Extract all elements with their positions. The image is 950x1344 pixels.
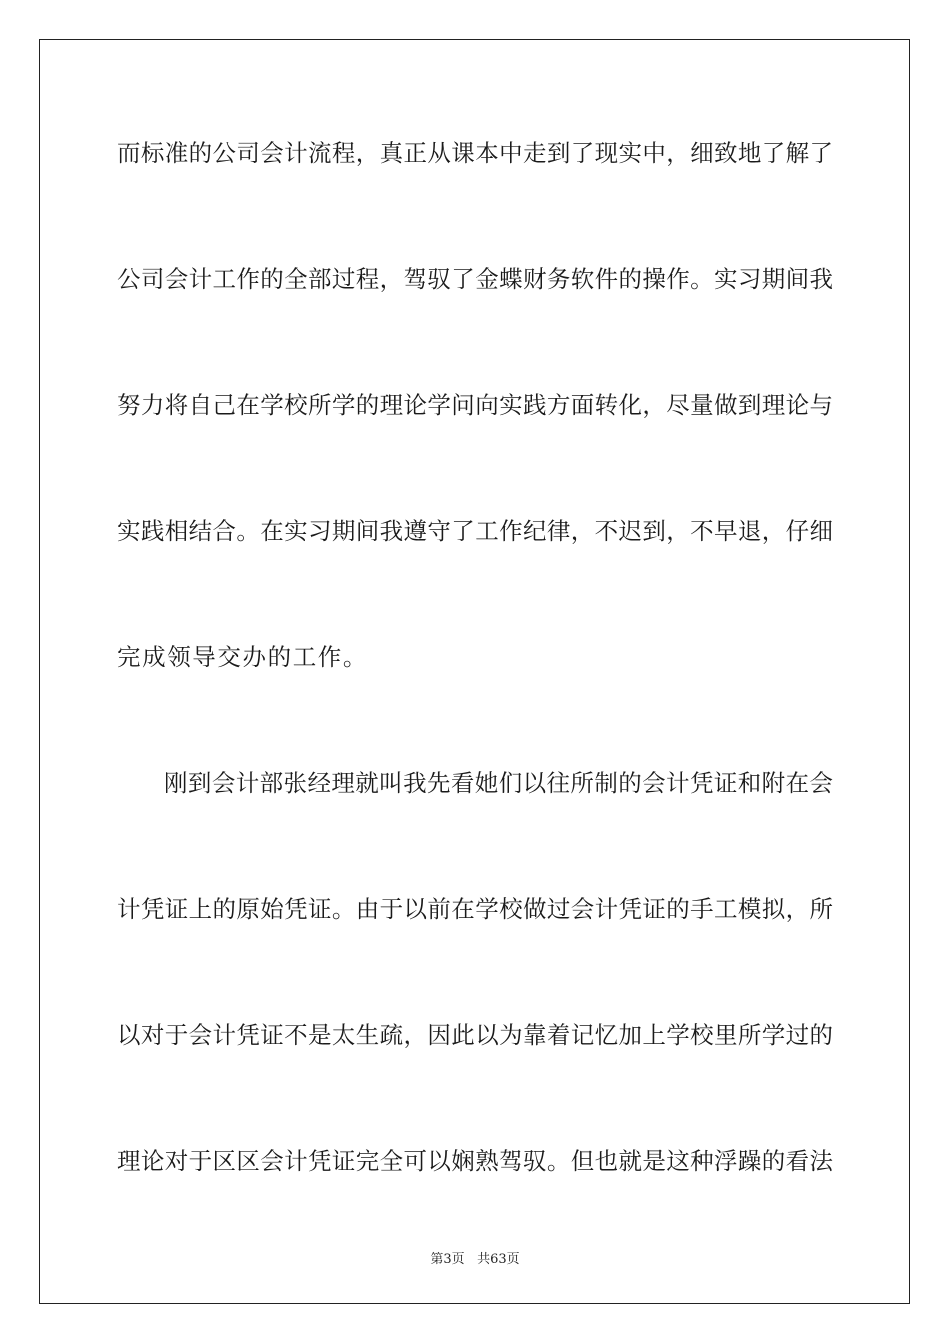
text-line: 公司会计工作的全部过程，驾驭了金蝶财务软件的操作。实习期间我 — [117, 265, 833, 293]
text-line: 努力将自己在学校所学的理论学问向实践方面转化，尽量做到理论与 — [117, 391, 833, 419]
text-line: 而标准的公司会计流程，真正从课本中走到了现实中，细致地了解了 — [117, 139, 833, 167]
document-body — [117, 115, 833, 1249]
text-line: 以对于会计凭证不是太生疏，因此以为靠着记忆加上学校里所学过的 — [117, 1021, 833, 1049]
page-footer — [0, 1248, 950, 1267]
text-line: 实践相结合。在实习期间我遵守了工作纪律，不迟到，不早退，仔细 — [117, 517, 833, 545]
page-number: 第3页 — [430, 1252, 465, 1267]
page-total: 共63页 — [477, 1252, 520, 1267]
text-line-paragraph-start: 刚到会计部张经理就叫我先看她们以往所制的会计凭证和附在会 — [164, 769, 833, 797]
text-line: 理论对于区区会计凭证完全可以娴熟驾驭。但也就是这种浮躁的看法 — [117, 1147, 833, 1175]
text-line: 计凭证上的原始凭证。由于以前在学校做过会计凭证的手工模拟，所 — [117, 895, 833, 923]
text-line-paragraph-end: 完成领导交办的工作。 — [117, 643, 368, 671]
